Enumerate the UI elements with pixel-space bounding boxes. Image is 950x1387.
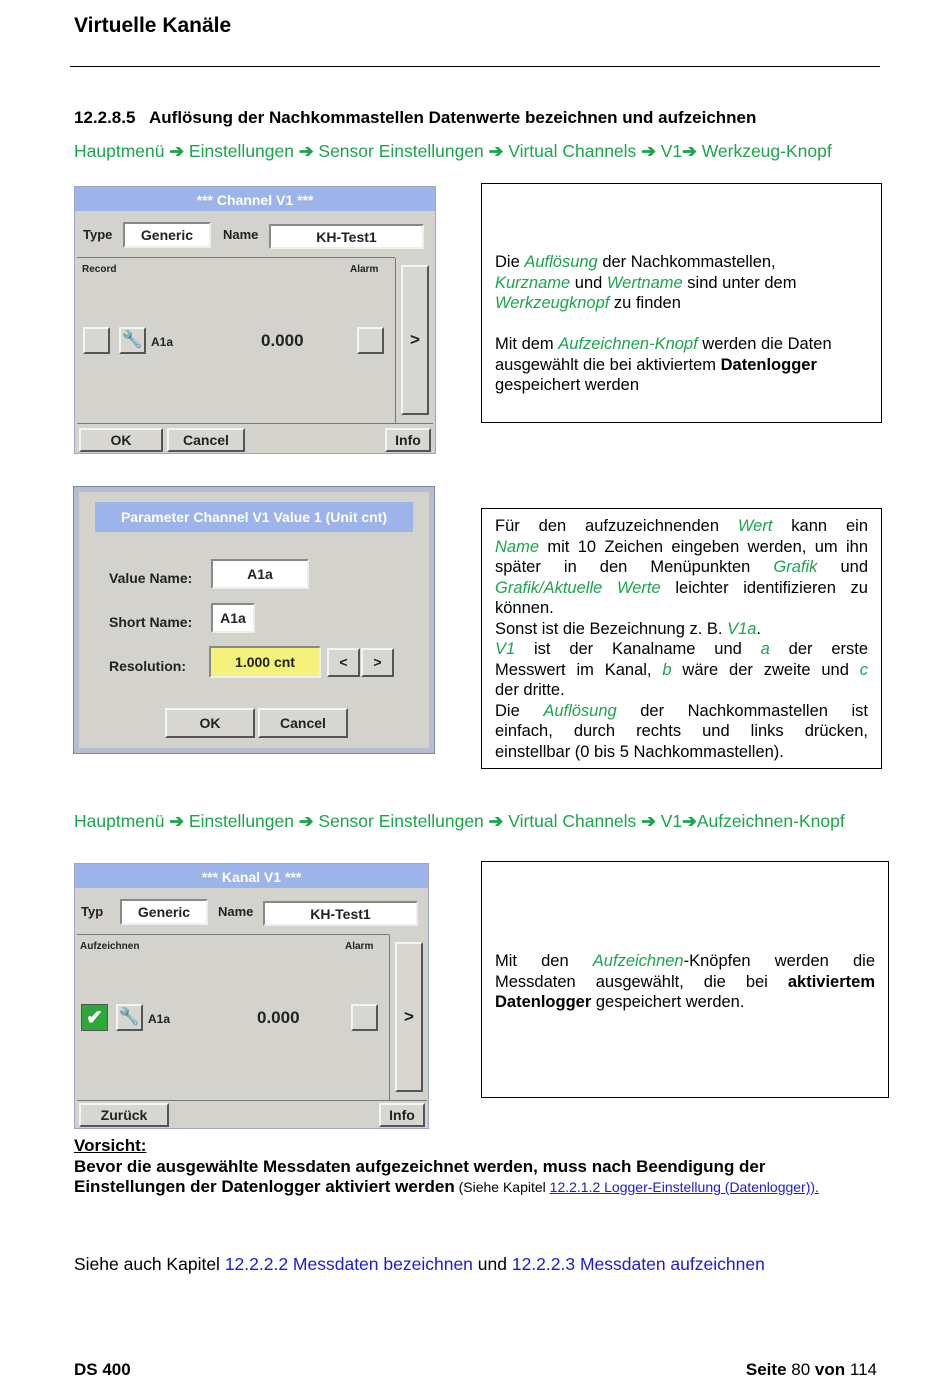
arrow-right-icon: ➔ <box>298 141 314 161</box>
name-field[interactable]: KH-Test1 <box>263 901 418 926</box>
type-label: Typ <box>81 904 104 919</box>
description-box-2: Für den aufzuzeichnenden Wert kann ein Name mit 10 Zeichen eingeben werden, um ihn später in den Menüpunkten Grafik und Grafik/Aktuelle Werte leichter identifizieren zu können. Sonst ist die Bezeichnung z. B. V1a. V1 ist der Kanalname und a der erste Messwert im Kanal, b wäre der zweite und c der dritte. Die Auflösung der Nachkommastellen ist einfach, durch rechts und links drücken, einstellbar (0 bis 5 Nachkommastellen). <box>481 508 882 769</box>
alarm-label: Alarm <box>345 941 374 952</box>
checkmark-icon: ✔ <box>86 1007 103 1029</box>
wrench-icon: 🔧 <box>118 1007 141 1026</box>
type-field[interactable]: Generic <box>120 899 208 925</box>
arrow-right-icon: ➔ <box>682 811 697 831</box>
resolution-decrease-button[interactable]: < <box>327 648 360 677</box>
header-divider <box>70 66 880 67</box>
logger-settings-link[interactable]: 12.2.1.2 Logger-Einstellung (Datenlogger)). <box>549 1179 819 1195</box>
parameter-dialog-screen <box>74 487 434 753</box>
caution-line-2: Einstellungen der Datenlogger aktiviert werden <box>74 1177 455 1196</box>
short-name-label: Short Name: <box>109 614 193 630</box>
vertical-divider <box>395 258 396 423</box>
screen-title: *** Kanal V1 *** <box>75 864 428 888</box>
divider <box>77 423 433 424</box>
channel-value: 0.000 <box>261 331 304 350</box>
wrench-icon: 🔧 <box>121 330 144 349</box>
alarm-checkbox[interactable] <box>357 327 384 354</box>
dialog-title: Parameter Channel V1 Value 1 (Unit cnt) <box>95 502 413 532</box>
channel-v1-screen <box>74 186 436 454</box>
section-number: 12.2.8.5 <box>74 108 136 127</box>
kanal-v1-screen <box>74 863 429 1129</box>
caution-heading: Vorsicht: <box>74 1136 147 1155</box>
wrench-tool-button[interactable] <box>116 1004 143 1031</box>
value-name-label: Value Name: <box>109 570 193 586</box>
section-heading: Auflösung der Nachkommastellen Datenwerte bezeichnen und aufzeichnen <box>149 108 757 127</box>
see-also: Siehe auch Kapitel 12.2.2.2 Messdaten bezeichnen und 12.2.2.3 Messdaten aufzeichnen <box>74 1254 765 1274</box>
channel-value: 0.000 <box>257 1008 300 1027</box>
resolution-label: Resolution: <box>109 658 186 674</box>
ok-button[interactable]: OK <box>165 708 255 738</box>
record-checkbox[interactable] <box>83 327 110 354</box>
navigation-path-2: Hauptmenü ➔ Einstellungen ➔ Sensor Einstellungen ➔ Virtual Channels ➔ V1➔Aufzeichnen-Knopf <box>74 811 845 831</box>
footer-page-number: Seite 80 von 114 <box>745 1360 877 1379</box>
short-name-field[interactable]: A1a <box>211 603 255 633</box>
box1-paragraph-2: Mit dem Aufzeichnen-Knopf werden die Daten ausgewählt die bei aktiviertem Datenlogger gespeichert werden <box>495 335 832 394</box>
name-label: Name <box>218 904 254 919</box>
screen-title: *** Channel V1 *** <box>75 187 435 211</box>
link-messdaten-bezeichnen[interactable]: 12.2.2.2 Messdaten bezeichnen <box>224 1254 473 1274</box>
record-label: Record <box>82 264 117 275</box>
info-button[interactable]: Info <box>379 1103 425 1127</box>
name-field[interactable]: KH-Test1 <box>269 224 424 249</box>
arrow-right-icon: ➔ <box>488 141 504 161</box>
link-messdaten-aufzeichnen[interactable]: 12.2.2.3 Messdaten aufzeichnen <box>511 1254 765 1274</box>
divider <box>77 934 389 935</box>
record-checkbox-checked[interactable] <box>81 1004 108 1031</box>
type-label: Type <box>83 227 113 242</box>
alarm-label: Alarm <box>350 264 379 275</box>
section-title <box>74 108 756 128</box>
name-label: Name <box>223 227 259 242</box>
vertical-divider <box>389 935 390 1100</box>
arrow-right-icon: ➔ <box>298 811 314 831</box>
divider <box>77 257 395 258</box>
caution-line-1: Bevor die ausgewählte Messdaten aufgezeichnet werden, muss nach Beendigung der <box>74 1156 766 1176</box>
wrench-tool-button[interactable] <box>119 327 146 354</box>
page-header-title: Virtuelle Kanäle <box>74 14 232 37</box>
alarm-checkbox[interactable] <box>351 1004 378 1031</box>
channel-label: A1a <box>151 335 174 349</box>
arrow-right-icon: ➔ <box>169 811 185 831</box>
ok-button[interactable]: OK <box>79 428 163 452</box>
next-page-button[interactable]: > <box>395 942 423 1092</box>
description-box-3: Mit den Aufzeichnen-Knöpfen werden die Messdaten ausgewählt, die bei aktiviertem Datenlogger gespeichert werden. <box>481 861 889 1098</box>
type-field[interactable]: Generic <box>123 222 211 248</box>
arrow-right-icon: ➔ <box>641 141 656 161</box>
next-page-button[interactable]: > <box>401 265 429 415</box>
record-label: Aufzeichnen <box>80 941 140 952</box>
value-name-field[interactable]: A1a <box>211 559 309 589</box>
arrow-right-icon: ➔ <box>641 811 656 831</box>
navigation-path-1: Hauptmenü ➔ Einstellungen ➔ Sensor Einstellungen ➔ Virtual Channels ➔ V1➔ Werkzeug-Knopf <box>74 141 832 161</box>
description-box-1 <box>481 183 882 423</box>
cancel-button[interactable]: Cancel <box>167 428 245 452</box>
channel-label: A1a <box>148 1012 171 1026</box>
resolution-increase-button[interactable]: > <box>361 648 394 677</box>
info-button[interactable]: Info <box>385 428 431 452</box>
arrow-right-icon: ➔ <box>488 811 504 831</box>
footer-product: DS 400 <box>74 1360 131 1379</box>
arrow-right-icon: ➔ <box>682 141 697 161</box>
cancel-button[interactable]: Cancel <box>258 708 348 738</box>
divider <box>77 1100 427 1101</box>
box1-paragraph-1: Die Auflösung der Nachkommastellen, Kurzname und Wertname sind unter dem Werkzeugknopf zu finden <box>495 253 797 312</box>
arrow-right-icon: ➔ <box>169 141 185 161</box>
resolution-field[interactable]: 1.000 cnt <box>209 646 321 678</box>
caution-note: Vorsicht: Bevor die ausgewählte Messdaten aufgezeichnet werden, muss nach Beendigung der Einstellungen der Datenlogger aktiviert werden (Siehe Kapitel 12.2.1.2 Logger-Einstellung (Datenlogger)). <box>74 1136 894 1198</box>
back-button[interactable]: Zurück <box>79 1103 169 1127</box>
